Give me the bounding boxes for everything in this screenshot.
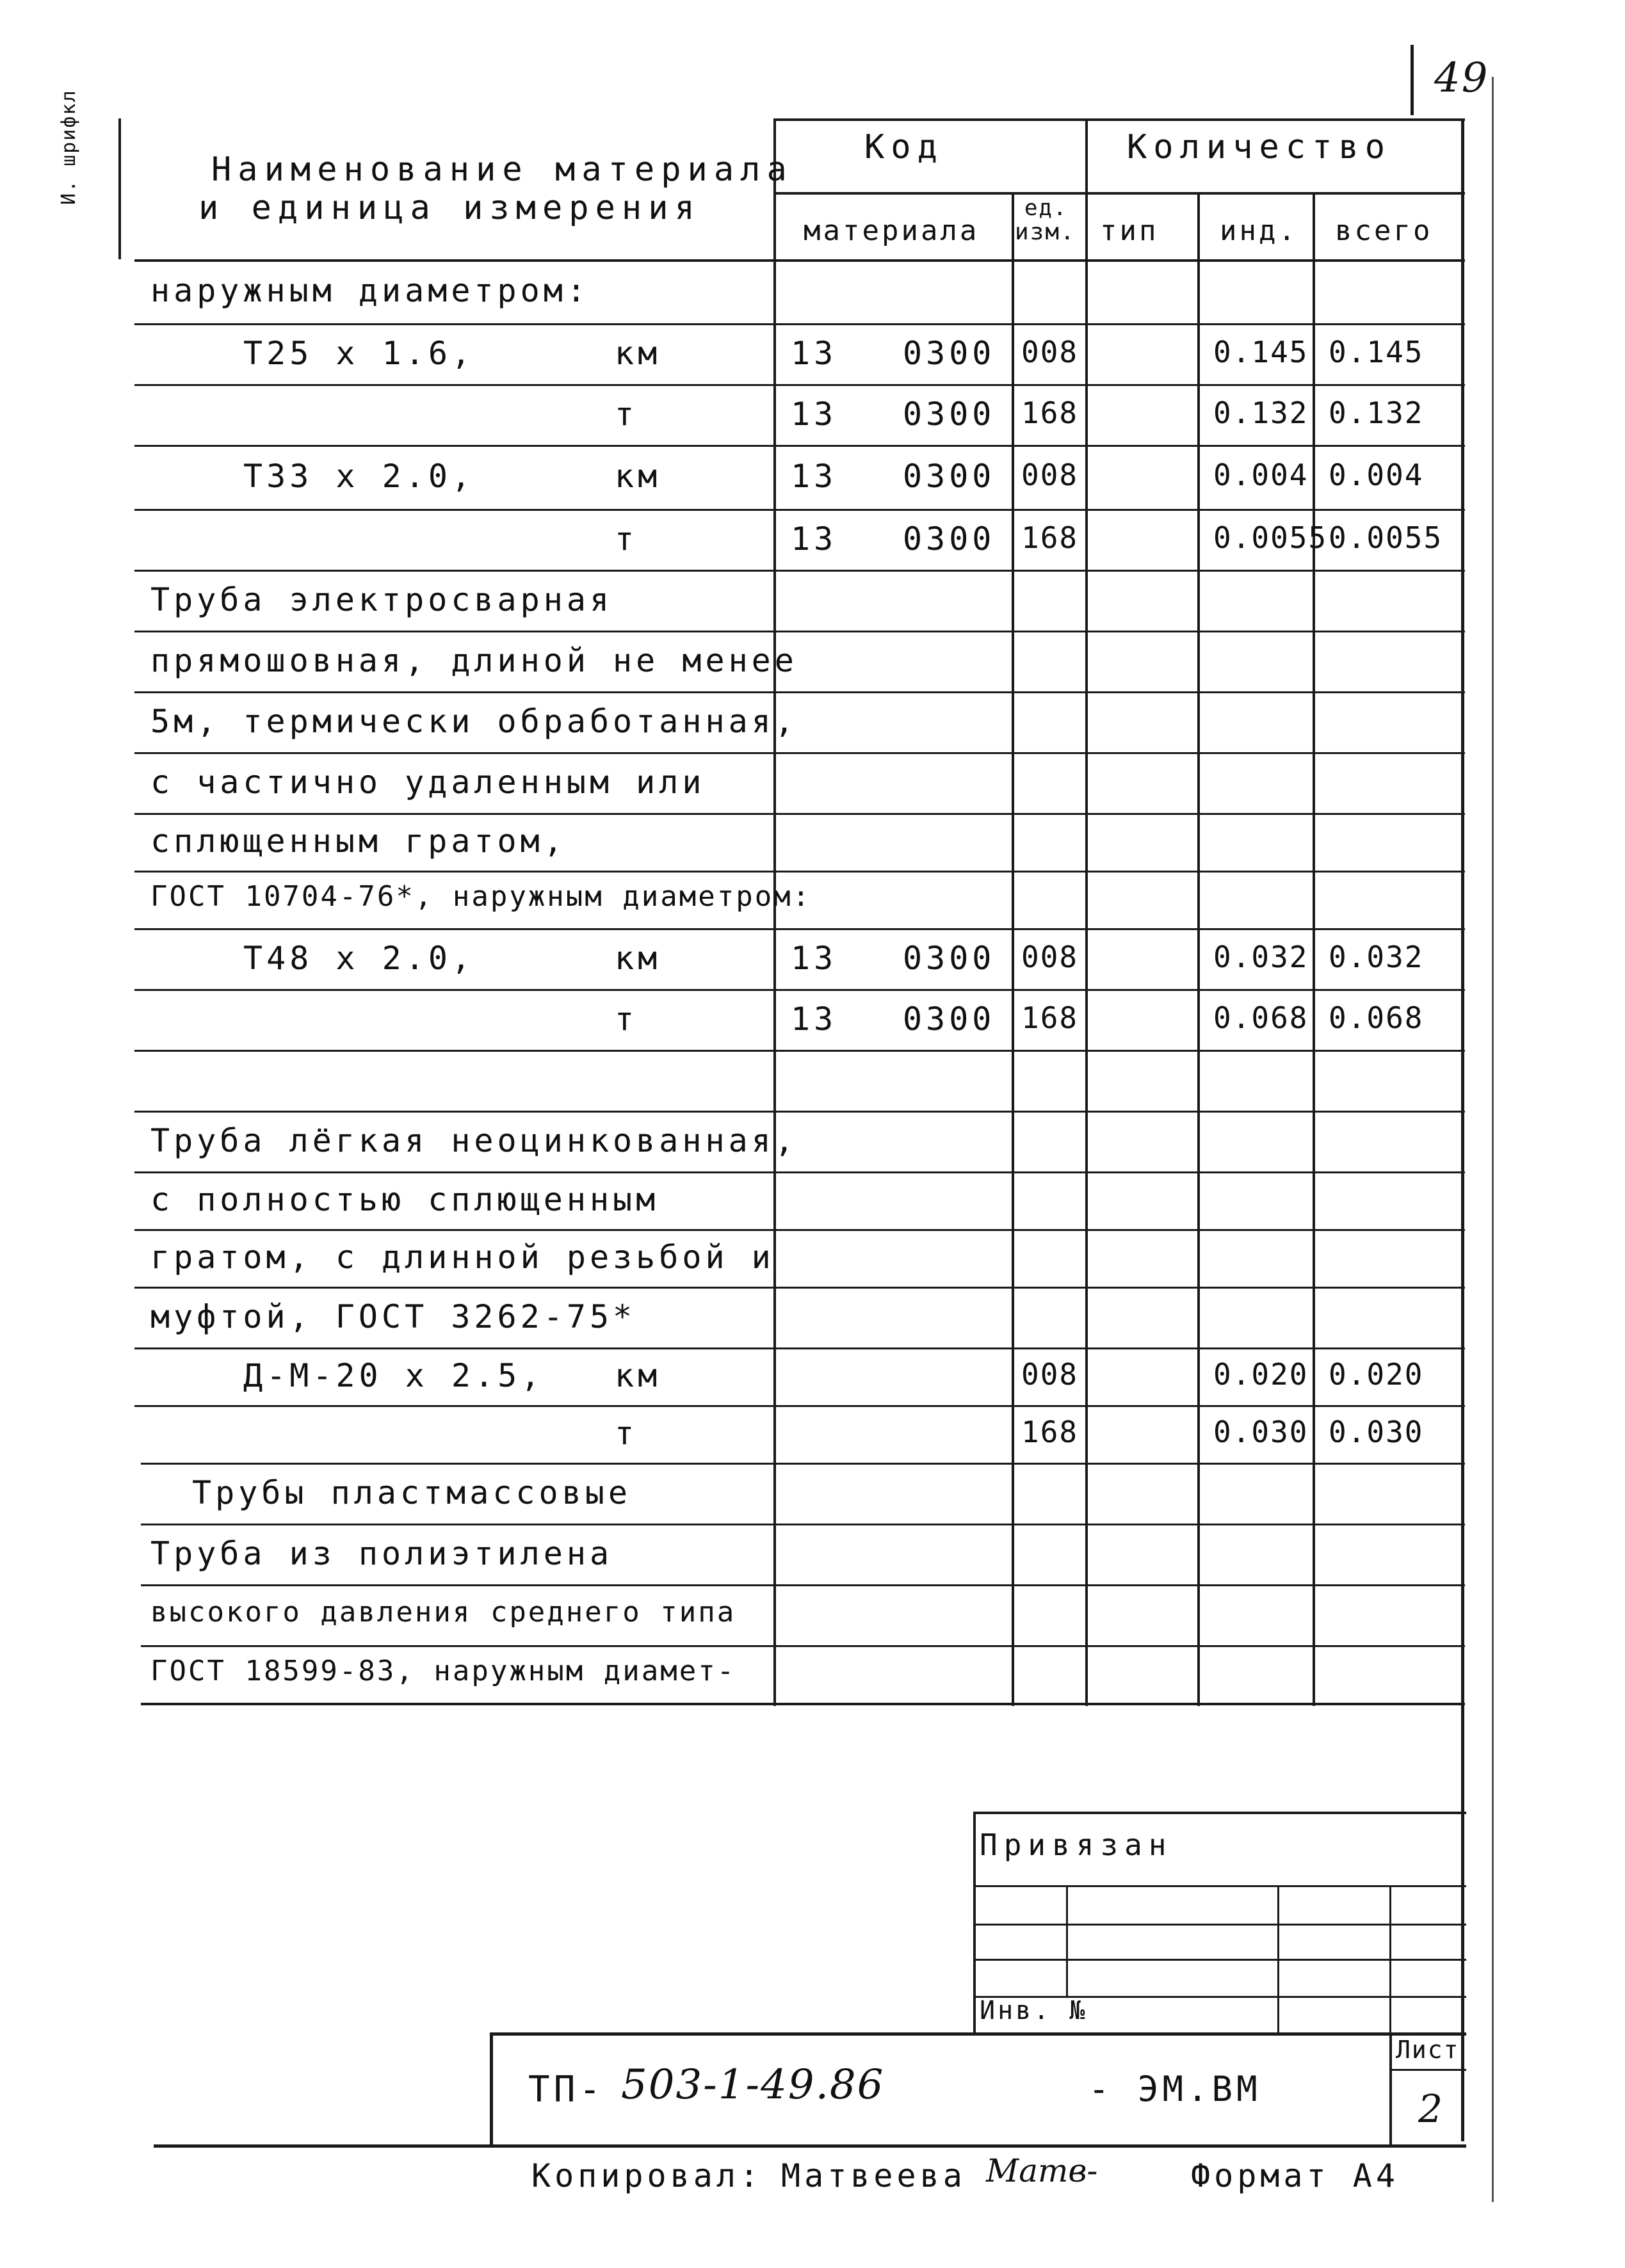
row-ed: 168 [1021,1001,1079,1035]
row-unit: км [615,1357,661,1394]
row-code-2: 0300 [903,458,996,495]
row-code-1: 13 [791,1001,837,1038]
row-code-1: 13 [791,335,837,372]
row-name: Труба электросварная [150,581,613,618]
row-name: высокого давления среднего типа [150,1596,736,1629]
side-tag: И. шрифкл [58,89,80,205]
header-vsego: всего [1335,214,1433,247]
row-name: гратом, с длинной резьбой и [150,1239,775,1276]
row-ind: 0.032 [1213,940,1309,974]
privyazan-label: Привязан [980,1828,1173,1862]
row-vsego: 0.020 [1329,1357,1424,1392]
row-vsego: 0.068 [1329,1001,1424,1035]
row-name: Труба из полиэтилена [150,1535,613,1572]
row-unit: т [615,1415,638,1452]
row-vsego: 0.032 [1329,940,1424,974]
format-label: Формат А4 [1191,2157,1399,2194]
header-name-line2: и единица измерения [198,189,701,227]
row-ed: 168 [1021,1415,1079,1449]
row-unit: т [615,396,638,433]
header-ed-1: ед. [1024,195,1068,221]
row-code-2: 0300 [903,335,996,372]
row-ind: 0.145 [1213,335,1309,369]
row-name: Трубы пластмассовые [192,1474,631,1511]
header-tip: тип [1100,214,1159,247]
row-code-2: 0300 [903,940,996,977]
row-ind: 0.0055 [1213,520,1328,555]
row-name: Т33 х 2.0, [243,458,475,495]
row-ed: 168 [1021,520,1079,555]
row-vsego: 0.0055 [1329,520,1443,555]
row-code-1: 13 [791,396,837,433]
header-kod: Код [864,128,944,166]
row-ind: 0.004 [1213,458,1309,492]
list-label: Лист [1396,2036,1460,2064]
header-name-line1: Наименование материала [211,150,793,189]
header-ed-2: изм. [1015,219,1076,245]
doc-suffix: - ЭМ.ВМ [1088,2069,1261,2109]
row-unit: т [615,520,638,558]
row-vsego: 0.004 [1329,458,1424,492]
row-ind: 0.030 [1213,1415,1309,1449]
row-name: Т48 х 2.0, [243,940,475,977]
row-code-2: 0300 [903,1001,996,1038]
copied-signature: Матв- [986,2152,1098,2189]
row-ed: 008 [1021,1357,1079,1392]
row-code-1: 13 [791,458,837,495]
list-value: 2 [1418,2087,1447,2132]
row-vsego: 0.030 [1329,1415,1424,1449]
row-ed: 008 [1021,335,1079,369]
page-number: 49 [1434,54,1489,102]
row-unit: км [615,458,661,495]
row-name: Труба лёгкая неоцинкованная, [150,1122,798,1159]
doc-prefix: ТП- [528,2069,605,2111]
doc-number: 503-1-49.86 [621,2061,885,2109]
row-code-2: 0300 [903,520,996,558]
row-name: сплющенным гратом, [150,823,567,860]
row-name: с частично удаленным или [150,764,706,801]
row-ed: 008 [1021,458,1079,492]
row-name: ГОСТ 10704-76*, наружным диаметром: [150,880,812,913]
header-ind: инд. [1220,214,1298,247]
row-vsego: 0.145 [1329,335,1424,369]
row-name: с полностью сплющенным [150,1181,659,1218]
row-unit: км [615,940,661,977]
row-unit: т [615,1001,638,1038]
row-ed: 008 [1021,940,1079,974]
row-ind: 0.132 [1213,396,1309,430]
row-vsego: 0.132 [1329,396,1424,430]
copied-label: Копировал: [531,2157,763,2194]
row-ind: 0.020 [1213,1357,1309,1392]
row-name: Д-М-20 х 2.5, [243,1357,544,1394]
row-name: Т25 х 1.6, [243,335,475,372]
row-name: 5м, термически обработанная, [150,703,798,740]
header-kolichestvo: Количество [1127,128,1392,166]
row-ed: 168 [1021,396,1079,430]
header-materiala: материала [804,214,980,247]
row-name: муфтой, ГОСТ 3262-75* [150,1298,636,1335]
row-name: прямошовная, длиной не менее [150,642,798,679]
row-code-2: 0300 [903,396,996,433]
row-code-1: 13 [791,940,837,977]
row-unit: км [615,335,661,372]
row-name: ГОСТ 18599-83, наружным диамет- [150,1655,736,1687]
inv-no-label: Инв. № [980,1996,1088,2025]
row-code-1: 13 [791,520,837,558]
row-ind: 0.068 [1213,1001,1309,1035]
row-name: наружным диаметром: [150,272,590,309]
copied-name: Матвеева [781,2157,966,2194]
